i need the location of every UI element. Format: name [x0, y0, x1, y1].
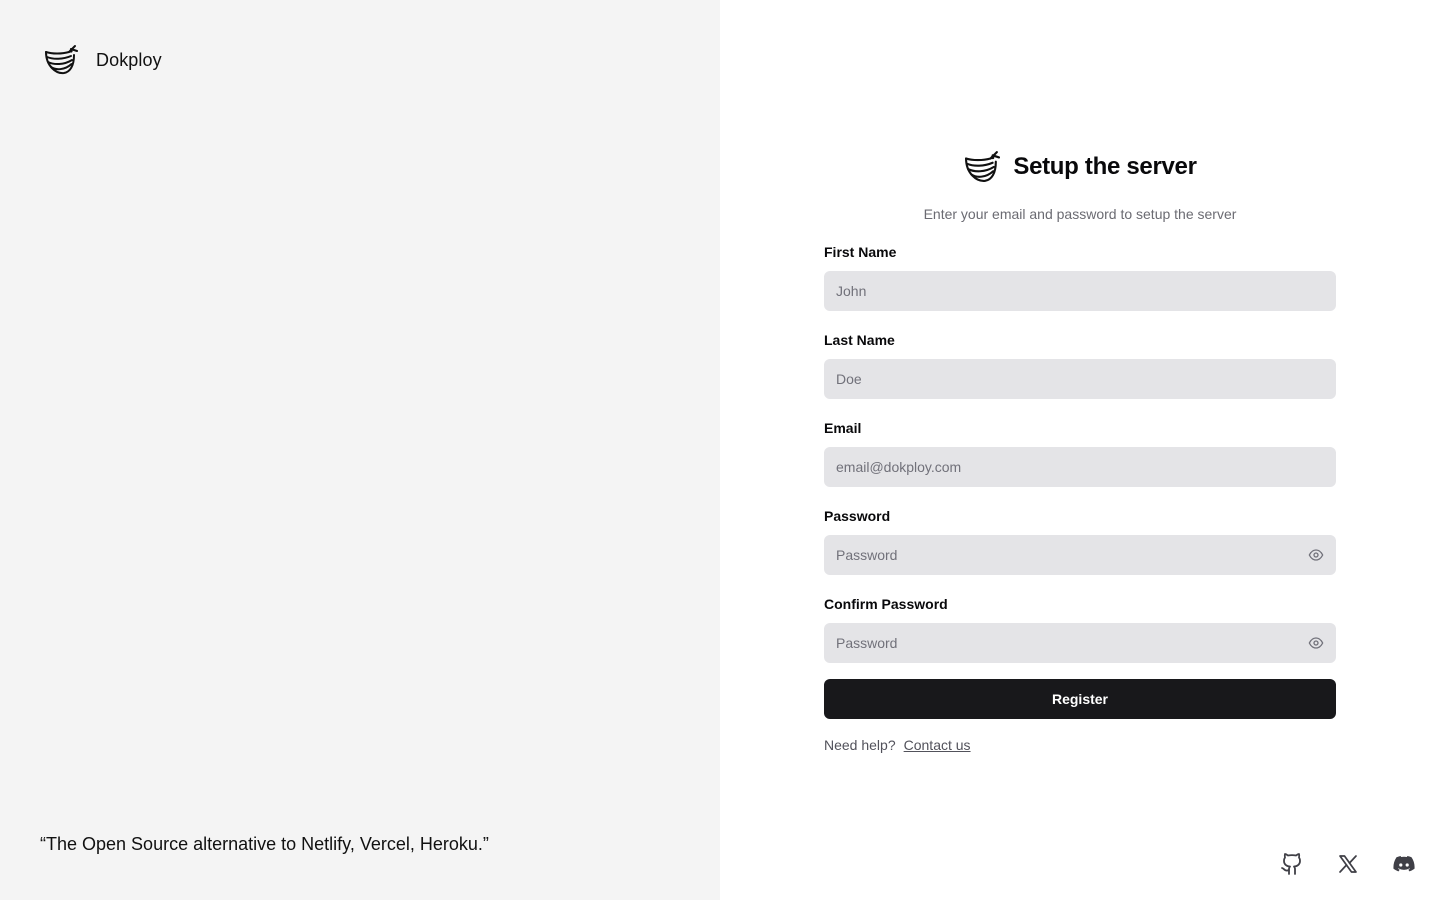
email-input[interactable]: [824, 447, 1336, 487]
x-icon[interactable]: [1336, 852, 1360, 876]
first-name-input[interactable]: [824, 271, 1336, 311]
confirm-password-input-box: [824, 623, 1336, 663]
confirm-password-label: Confirm Password: [824, 596, 948, 612]
email-label: Email: [824, 420, 862, 436]
social-links: [1280, 852, 1416, 876]
tagline-quote: “The Open Source alternative to Netlify, Vercel, Heroku.”: [40, 834, 489, 854]
first-name-input-box: [824, 271, 1336, 311]
password-input[interactable]: [824, 535, 1336, 575]
dokploy-whale-logo-icon: [963, 150, 1001, 184]
brand[interactable]: [44, 44, 162, 76]
page-title: Setup the server: [1013, 153, 1197, 180]
discord-icon[interactable]: [1392, 852, 1416, 876]
github-icon[interactable]: [1280, 852, 1304, 876]
password-input-box: [824, 535, 1336, 575]
form-panel: [720, 0, 1440, 900]
brand-name: Dokploy: [96, 49, 162, 70]
first-name-label: First Name: [824, 244, 897, 260]
contact-us-link[interactable]: Contact us: [903, 737, 971, 753]
eye-icon[interactable]: [1308, 635, 1324, 651]
form-header: [824, 148, 1336, 186]
last-name-field: [824, 331, 1336, 399]
dokploy-whale-logo-icon: [44, 44, 78, 76]
last-name-input-box: [824, 359, 1336, 399]
password-field: [824, 507, 1336, 575]
eye-icon[interactable]: [1308, 547, 1324, 563]
help-text: Need help?: [824, 737, 896, 753]
setup-form: [824, 148, 1336, 753]
email-input-box: [824, 447, 1336, 487]
first-name-field: [824, 243, 1336, 311]
confirm-password-field: [824, 595, 1336, 663]
register-button[interactable]: Register: [824, 679, 1336, 719]
page-subtitle: Enter your email and password to setup the server: [923, 206, 1237, 222]
email-field: [824, 419, 1336, 487]
last-name-input[interactable]: [824, 359, 1336, 399]
help-row: [824, 737, 1336, 753]
confirm-password-input[interactable]: [824, 623, 1336, 663]
password-label: Password: [824, 508, 891, 524]
last-name-label: Last Name: [824, 332, 895, 348]
